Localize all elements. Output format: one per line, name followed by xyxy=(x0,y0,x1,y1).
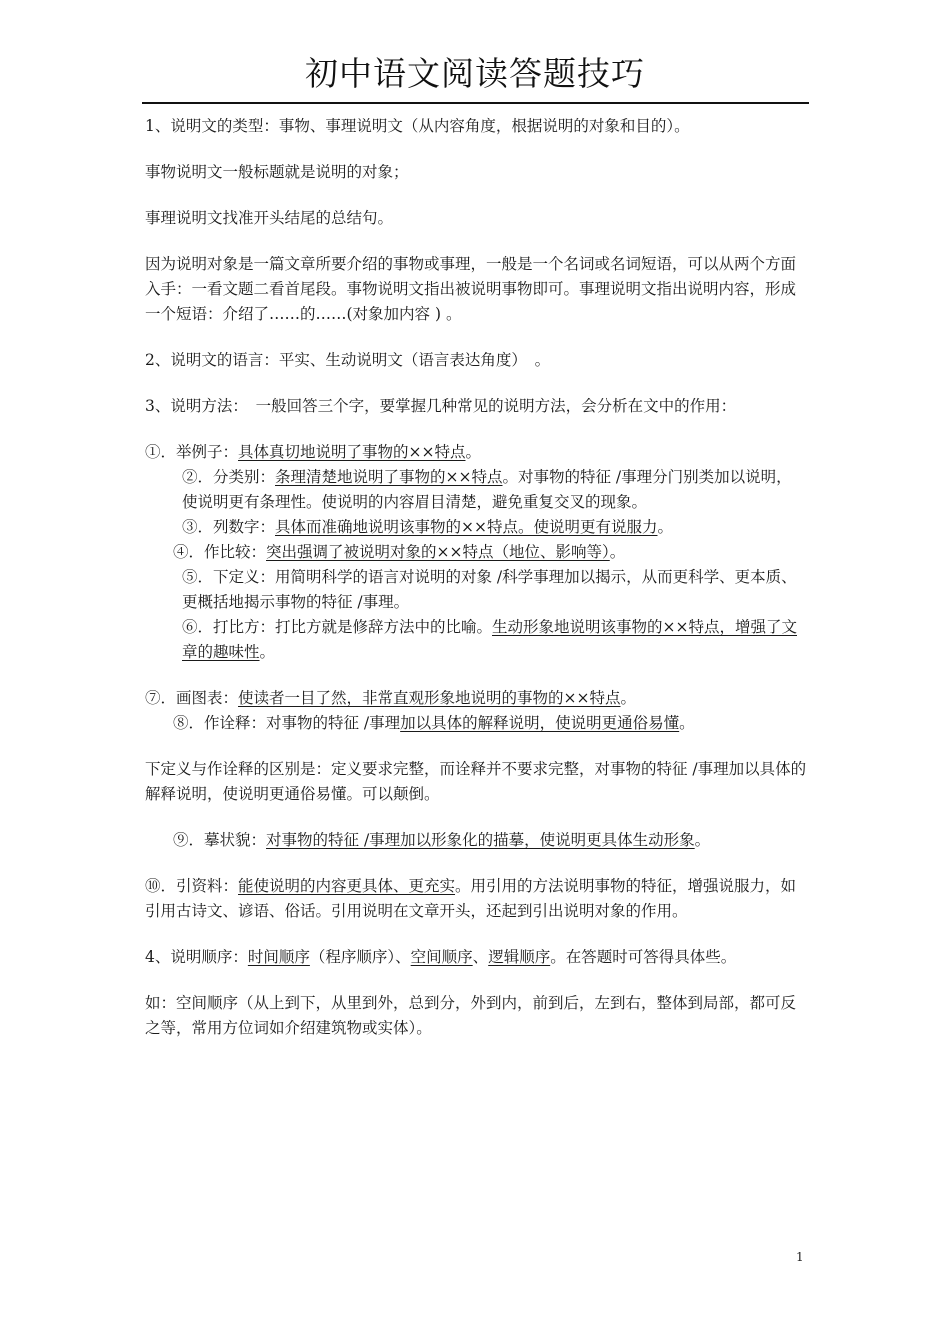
method-compare: ④．作比较：突出强调了被说明对象的××特点（地位、影响等）。 xyxy=(173,543,626,561)
page-number: 1 xyxy=(796,1250,804,1264)
document-body xyxy=(145,114,807,1062)
section-4-heading: 4、说明顺序：时间顺序（程序顺序）、空间顺序、逻辑顺序。在答题时可答得具体些。 xyxy=(145,948,737,966)
section-1-para-b: 事理说明文找准开头结尾的总结句。 xyxy=(145,209,394,227)
method-example: ①．举例子：具体真切地说明了事物的××特点。 xyxy=(145,443,482,461)
section-4-example: 如：空间顺序（从上到下，从里到外，总到分，外到内，前到后，左到右，整体到局部，都可反之等，常用方位词如介绍建筑物或实体）。 xyxy=(145,994,797,1037)
section-2-heading: 2、说明文的语言：平实、生动说明文（语言表达角度） 。 xyxy=(145,351,551,369)
method-numbers: ③．列数字：具体而准确地说明该事物的××特点。使说明更有说服力。 xyxy=(182,518,674,536)
section-3-heading: 3、说明方法： 一般回答三个字，要掌握几种常见的说明方法，会分析在文中的作用： xyxy=(145,397,737,415)
method-explain: ⑧．作诠释：对事物的特征 /事理加以具体的解释说明，使说明更通俗易懂。 xyxy=(173,714,695,732)
define-vs-explain: 下定义与作诠释的区别是：定义要求完整，而诠释并不要求完整，对事物的特征 /事理加以具体的解释说明，使说明更通俗易懂。可以颠倒。 xyxy=(145,760,807,803)
title-rule xyxy=(142,102,809,104)
method-describe: ⑨．摹状貌：对事物的特征 /事理加以形象化的描摹，使说明更具体生动形象。 xyxy=(173,831,711,849)
section-1-heading: 1、说明文的类型：事物、事理说明文（从内容角度，根据说明的对象和目的）。 xyxy=(145,117,690,135)
section-1-para-a: 事物说明文一般标题就是说明的对象； xyxy=(145,163,409,181)
method-classify: ②．分类别：条理清楚地说明了事物的××特点。对事物的特征 /事理分门别类加以说明，使说明更有条理性。使说明的内容眉目清楚，避免重复交叉的现象。 xyxy=(182,468,792,511)
method-quote: ⑩．引资料：能使说明的内容更具体、更充实。用引用的方法说明事物的特征，增强说服力，如引用古诗文、谚语、俗话。引用说明在文章开头，还起到引出说明对象的作用。 xyxy=(145,877,797,920)
method-chart: ⑦．画图表：使读者一目了然，非常直观形象地说明的事物的××特点。 xyxy=(145,689,637,707)
method-define: ⑤．下定义：用简明科学的语言对说明的对象 /科学事理加以揭示，从而更科学、更本质、更概括地揭示事物的特征 /事理。 xyxy=(182,568,797,611)
page-title: 初中语文阅读答题技巧 xyxy=(305,54,645,93)
method-analogy: ⑥．打比方：打比方就是修辞方法中的比喻。生动形象地说明该事物的××特点，增强了文章的趣味性。 xyxy=(182,618,797,661)
section-1-para-c: 因为说明对象是一篇文章所要介绍的事物或事理，一般是一个名词或名词短语，可以从两个方面入手：一看文题二看首尾段。事物说明文指出被说明事物即可。事理说明文指出说明内容，形成一个短语：介绍了……的……(对象加内容 ) 。 xyxy=(145,255,797,323)
